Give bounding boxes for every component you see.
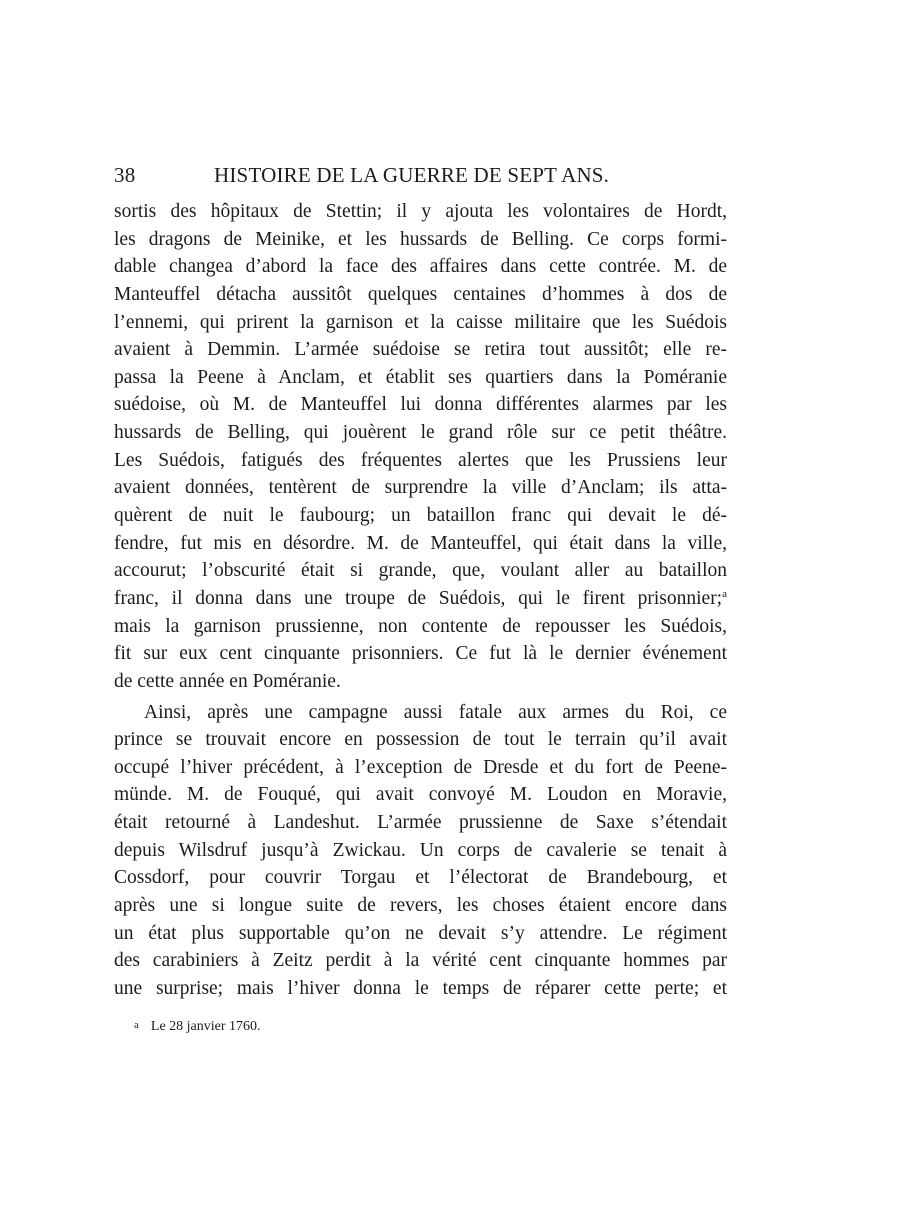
text-line: fit sur eux cent cinquante prisonniers. Ce fut là le dernier événement [114, 643, 727, 665]
text-line: accourut; l’obscurité était si grande, que, voulant aller au bataillon [114, 560, 727, 582]
text-line: prince se trouvait encore en possession de tout le terrain qu’il avait [114, 729, 727, 751]
footnote [134, 1017, 534, 1037]
text-line: dable changea d’abord la face des affaires dans cette contrée. M. de [114, 256, 727, 278]
text-line: depuis Wilsdruf jusqu’à Zwickau. Un corps de cavalerie se tenait à [114, 839, 727, 861]
text-line: hussards de Belling, qui jouèrent le grand rôle sur ce petit théâtre. [114, 422, 727, 444]
footnote-text: Le 28 janvier 1760. [150, 1019, 261, 1034]
text-line: les dragons de Meinike, et les hussards de Belling. Ce corps formi- [114, 228, 727, 250]
text-line: Manteuffel détacha aussitôt quelques centaines d’hommes à dos de [114, 283, 727, 305]
text-line: Les Suédois, fatigués des fréquentes alertes que les Prussiens leur [114, 449, 727, 471]
text-line-content: franc, il donna dans une troupe de Suédois, qui le firent prisonnier; [114, 587, 723, 609]
text-line-with-note [114, 585, 727, 613]
text-line: münde. M. de Fouqué, qui avait convoyé M. Loudon en Moravie, [114, 784, 727, 806]
text-line: quèrent de nuit le faubourg; un bataillon franc qui devait le dé- [114, 505, 727, 527]
running-title: HISTOIRE DE LA GUERRE DE SEPT ANS. [214, 163, 610, 187]
text-line: sortis des hôpitaux de Stettin; il y ajouta les volontaires de Hordt, [114, 201, 727, 222]
text-line: après une si longue suite de revers, les choses étaient encore dans [114, 895, 727, 917]
footnote-mark: a [134, 1019, 139, 1031]
text-line: un état plus supportable qu’on ne devait s’y attendre. Le régiment [114, 922, 727, 944]
text-line: occupé l’hiver précédent, à l’exception de Dresde et du fort de Peene- [114, 756, 727, 778]
text-line: Cossdorf, pour couvrir Torgau et l’électorat de Brandebourg, et [114, 867, 727, 889]
text-line: était retourné à Landeshut. L’armée prussienne de Saxe s’étendait [114, 812, 727, 834]
text-line: mais la garnison prussienne, non contente de repousser les Suédois, [114, 615, 727, 637]
page-number: 38 [114, 163, 136, 187]
text-line: avaient à Demmin. L’armée suédoise se retira tout aussitôt; elle re- [114, 339, 727, 361]
text-line: avaient données, tentèrent de surprendre la ville d’Anclam; ils atta- [114, 477, 727, 499]
body-text [114, 198, 727, 1003]
text-line: Ainsi, après une campagne aussi fatale aux armes du Roi, ce [144, 701, 727, 723]
text-line: fendre, fut mis en désordre. M. de Manteuffel, qui était dans la ville, [114, 532, 727, 554]
text-line: des carabiniers à Zeitz perdit à la vérité cent cinquante hommes par [114, 950, 727, 972]
running-head [114, 160, 634, 190]
text-line: de cette année en Poméranie. [114, 670, 341, 692]
footnote-reference: a [722, 587, 727, 600]
text-line: passa la Peene à Anclam, et établit ses quartiers dans la Poméranie [114, 366, 727, 388]
text-line: une surprise; mais l’hiver donna le temps de réparer cette perte; et [114, 977, 727, 999]
text-line: suédoise, où M. de Manteuffel lui donna différentes alarmes par les [114, 394, 727, 416]
text-line: l’ennemi, qui prirent la garnison et la caisse militaire que les Suédois [114, 311, 727, 333]
